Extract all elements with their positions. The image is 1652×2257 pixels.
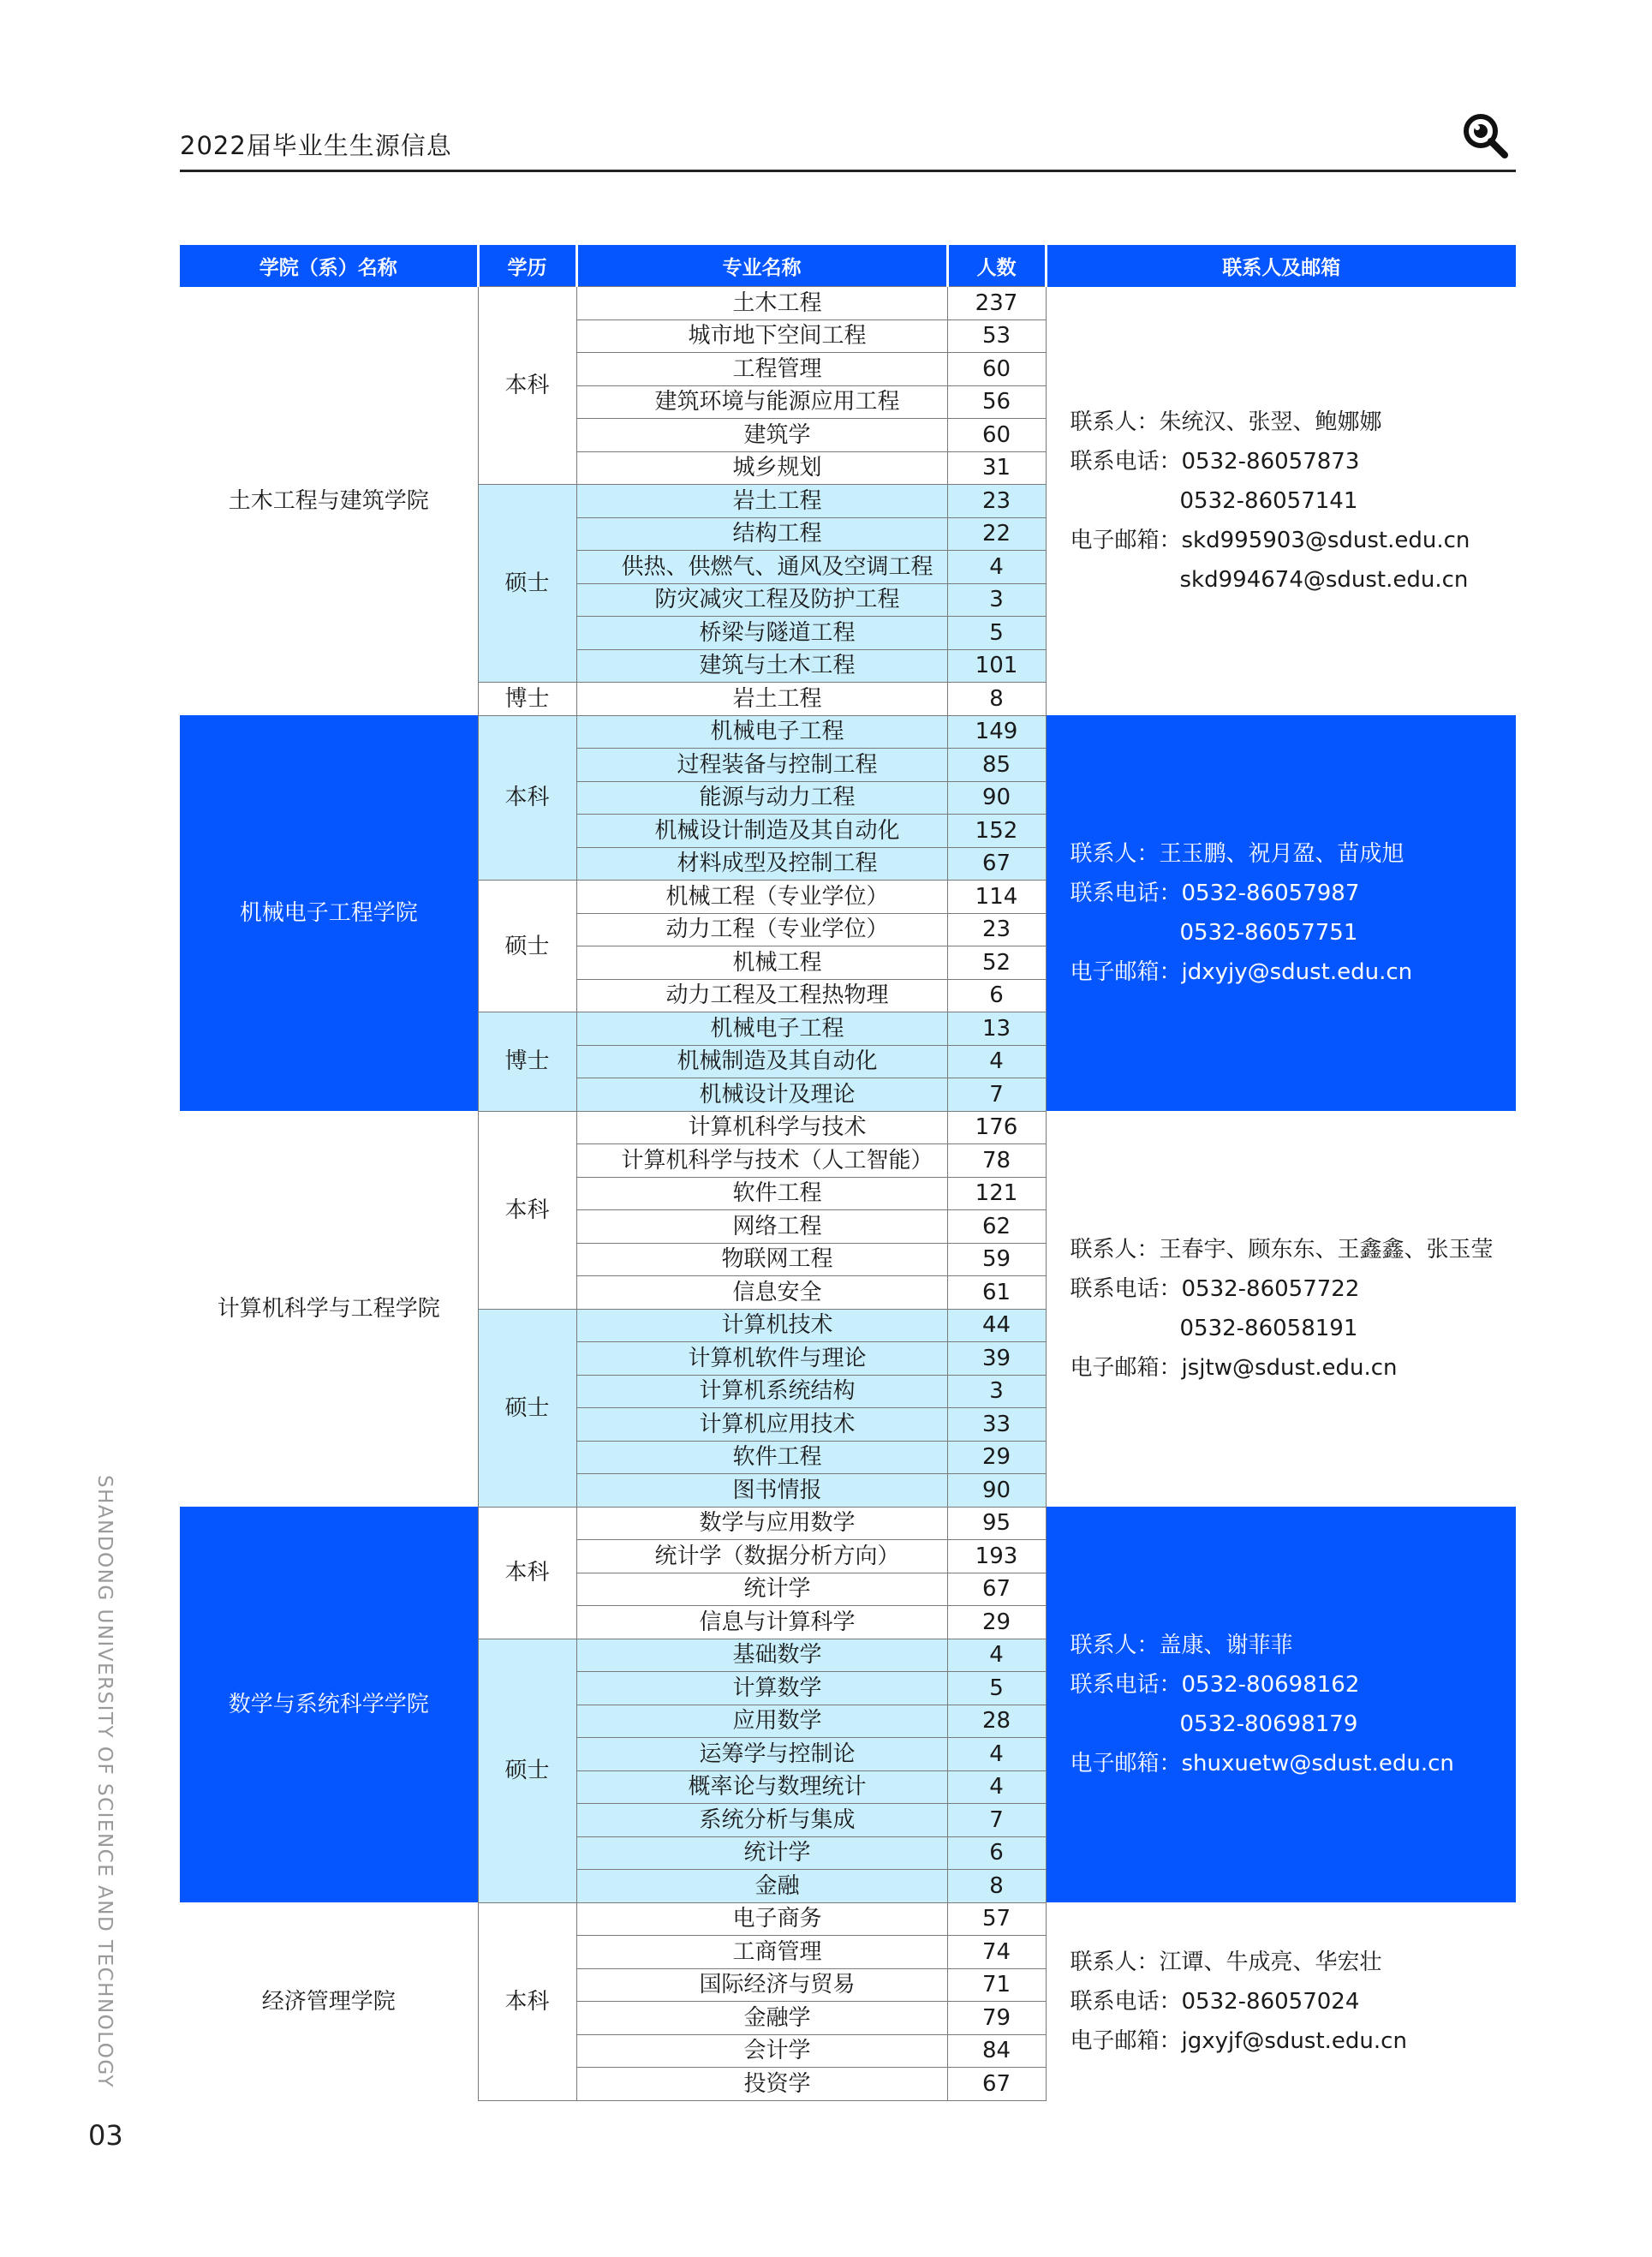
major-name: 统计学（数据分析方向）	[576, 1540, 947, 1573]
student-count: 4	[947, 1639, 1046, 1672]
student-count: 114	[947, 881, 1046, 914]
degree-level: 硕士	[478, 881, 576, 1012]
degree-level: 硕士	[478, 1639, 576, 1902]
major-name: 机械工程	[576, 946, 947, 980]
major-name: 机械制造及其自动化	[576, 1045, 947, 1078]
table-header-row	[180, 245, 1516, 287]
contact-line: 0532-80698179	[1179, 1711, 1358, 1737]
student-count: 3	[947, 583, 1046, 617]
student-count: 149	[947, 715, 1046, 749]
table-row	[180, 1111, 1516, 1144]
student-count: 4	[947, 551, 1046, 584]
student-count: 85	[947, 749, 1046, 782]
student-count: 53	[947, 319, 1046, 353]
contact-info	[1046, 1111, 1516, 1507]
contact-line: 电子邮箱：jdxyjy@sdust.edu.cn	[1070, 959, 1413, 985]
major-name: 概率论与数理统计	[576, 1770, 947, 1804]
header-divider	[180, 170, 1516, 172]
degree-level: 本科	[478, 715, 576, 881]
student-count: 60	[947, 353, 1046, 386]
student-count: 33	[947, 1408, 1046, 1442]
major-name: 网络工程	[576, 1210, 947, 1244]
major-name: 运筹学与控制论	[576, 1738, 947, 1771]
major-name: 软件工程	[576, 1441, 947, 1474]
student-count: 7	[947, 1804, 1046, 1837]
major-name: 计算机应用技术	[576, 1408, 947, 1442]
contact-line: 联系人：王玉鹏、祝月盈、苗成旭	[1070, 841, 1404, 867]
student-count: 22	[947, 517, 1046, 551]
contact-info	[1046, 1507, 1516, 1902]
degree-level: 本科	[478, 1507, 576, 1639]
major-name: 建筑与土木工程	[576, 649, 947, 683]
major-name: 金融学	[576, 2002, 947, 2035]
contact-info	[1046, 287, 1516, 716]
major-name: 图书情报	[576, 1474, 947, 1508]
student-count: 8	[947, 1870, 1046, 1903]
major-name: 计算数学	[576, 1672, 947, 1705]
student-count: 6	[947, 979, 1046, 1012]
major-name: 计算机系统结构	[576, 1375, 947, 1408]
degree-level: 博士	[478, 683, 576, 716]
page-title: 2022届毕业生生源信息	[180, 131, 452, 160]
major-name: 供热、供燃气、通风及空调工程	[576, 551, 947, 584]
major-name: 基础数学	[576, 1639, 947, 1672]
graduate-source-table	[180, 245, 1516, 2101]
major-name: 岩土工程	[576, 683, 947, 716]
major-name: 建筑环境与能源应用工程	[576, 385, 947, 419]
college-name: 计算机科学与工程学院	[217, 1296, 440, 1322]
student-count: 56	[947, 385, 1046, 419]
contact-line: 电子邮箱：jgxyjf@sdust.edu.cn	[1070, 2027, 1407, 2054]
contact-line: 联系人：朱统汉、张翌、鲍娜娜	[1070, 409, 1382, 435]
student-count: 90	[947, 1474, 1046, 1508]
major-name: 软件工程	[576, 1177, 947, 1210]
major-name: 统计学	[576, 1836, 947, 1870]
degree-level: 本科	[478, 287, 576, 485]
college-block	[180, 1111, 1516, 1507]
student-count: 29	[947, 1441, 1046, 1474]
student-count: 193	[947, 1540, 1046, 1573]
student-count: 57	[947, 1902, 1046, 1936]
student-count: 13	[947, 1012, 1046, 1046]
degree-level: 博士	[478, 1012, 576, 1112]
major-name: 桥梁与隧道工程	[576, 617, 947, 650]
student-count: 176	[947, 1111, 1046, 1144]
major-name: 机械电子工程	[576, 715, 947, 749]
contact-line: 电子邮箱：skd995903@sdust.edu.cn	[1070, 527, 1470, 553]
column-header-college: 学院（系）名称	[180, 245, 478, 287]
page-number: 03	[88, 2119, 123, 2152]
student-count: 121	[947, 1177, 1046, 1210]
contact-line: 联系人：江谭、牛成亮、华宏壮	[1070, 1949, 1382, 1975]
major-name: 动力工程及工程热物理	[576, 979, 947, 1012]
contact-line: 电子邮箱：shuxuetw@sdust.edu.cn	[1070, 1751, 1454, 1776]
column-header-degree: 学历	[478, 245, 576, 287]
major-name: 土木工程	[576, 287, 947, 320]
student-count: 8	[947, 683, 1046, 716]
student-count: 101	[947, 649, 1046, 683]
student-count: 23	[947, 485, 1046, 518]
major-name: 机械工程（专业学位）	[576, 881, 947, 914]
student-count: 23	[947, 913, 1046, 946]
column-header-major: 专业名称	[576, 245, 947, 287]
contact-line: 联系人：王春宇、顾东东、王鑫鑫、张玉莹	[1070, 1237, 1494, 1263]
contact-line: 0532-86057751	[1179, 920, 1358, 946]
contact-line: 联系电话：0532-86057024	[1070, 1988, 1360, 2015]
major-name: 能源与动力工程	[576, 781, 947, 815]
student-count: 5	[947, 617, 1046, 650]
major-name: 计算机软件与理论	[576, 1342, 947, 1376]
major-name: 金融	[576, 1870, 947, 1903]
contact-line: 联系电话：0532-86057873	[1070, 448, 1360, 475]
major-name: 国际经济与贸易	[576, 1968, 947, 2002]
major-name: 电子商务	[576, 1902, 947, 1936]
contact-line: 电子邮箱：jsjtw@sdust.edu.cn	[1070, 1355, 1398, 1381]
student-count: 62	[947, 1210, 1046, 1244]
college-name: 数学与系统科学学院	[180, 1507, 478, 1902]
major-name: 信息安全	[576, 1276, 947, 1310]
student-count: 39	[947, 1342, 1046, 1376]
contact-line: 联系电话：0532-86057722	[1070, 1276, 1360, 1302]
student-count: 6	[947, 1836, 1046, 1870]
table-row	[180, 715, 1516, 749]
student-count: 4	[947, 1045, 1046, 1078]
major-name: 结构工程	[576, 517, 947, 551]
major-name: 系统分析与集成	[576, 1804, 947, 1837]
college-block	[180, 715, 1516, 1111]
contact-line: 0532-86057141	[1179, 487, 1358, 514]
major-name: 数学与应用数学	[576, 1507, 947, 1540]
major-name: 城乡规划	[576, 451, 947, 485]
major-name: 机械设计制造及其自动化	[576, 815, 947, 848]
major-name: 统计学	[576, 1573, 947, 1606]
major-name: 工程管理	[576, 353, 947, 386]
student-count: 152	[947, 815, 1046, 848]
major-name: 城市地下空间工程	[576, 319, 947, 353]
student-count: 44	[947, 1309, 1046, 1342]
search-icon	[1461, 111, 1509, 159]
contact-line: 联系电话：0532-80698162	[1070, 1672, 1360, 1698]
student-count: 95	[947, 1507, 1046, 1540]
table-row	[180, 287, 1516, 320]
student-count: 3	[947, 1375, 1046, 1408]
college-name: 土木工程与建筑学院	[228, 487, 429, 514]
student-count: 78	[947, 1144, 1046, 1178]
contact-line: 联系电话：0532-86057987	[1070, 881, 1360, 906]
student-count: 84	[947, 2034, 1046, 2068]
column-header-contact: 联系人及邮箱	[1046, 245, 1516, 287]
table-row	[180, 1507, 1516, 1540]
student-count: 79	[947, 2002, 1046, 2035]
student-count: 90	[947, 781, 1046, 815]
major-name: 信息与计算科学	[576, 1606, 947, 1639]
major-name: 工商管理	[576, 1936, 947, 1969]
student-count: 29	[947, 1606, 1046, 1639]
major-name: 计算机科学与技术（人工智能）	[576, 1144, 947, 1178]
major-name: 应用数学	[576, 1705, 947, 1738]
major-name: 防灾减灾工程及防护工程	[576, 583, 947, 617]
student-count: 61	[947, 1276, 1046, 1310]
student-count: 52	[947, 946, 1046, 980]
major-name: 岩土工程	[576, 485, 947, 518]
degree-level: 硕士	[478, 1309, 576, 1507]
major-name: 物联网工程	[576, 1243, 947, 1276]
major-name: 计算机科学与技术	[576, 1111, 947, 1144]
major-name: 过程装备与控制工程	[576, 749, 947, 782]
degree-level: 硕士	[478, 485, 576, 683]
contact-line: 联系人：盖康、谢菲菲	[1070, 1633, 1293, 1658]
student-count: 7	[947, 1078, 1046, 1112]
student-count: 4	[947, 1770, 1046, 1804]
student-count: 5	[947, 1672, 1046, 1705]
degree-level: 本科	[478, 1902, 576, 2100]
student-count: 74	[947, 1936, 1046, 1969]
student-count: 31	[947, 451, 1046, 485]
student-count: 67	[947, 2068, 1046, 2101]
college-block	[180, 1507, 1516, 1902]
university-vertical-text: SHANDONG UNIVERSITY OF SCIENCE AND TECHNOLOGY	[93, 1475, 116, 2089]
student-count: 28	[947, 1705, 1046, 1738]
major-name: 投资学	[576, 2068, 947, 2101]
student-count: 67	[947, 1573, 1046, 1606]
major-name: 动力工程（专业学位）	[576, 913, 947, 946]
college-name: 机械电子工程学院	[180, 715, 478, 1111]
contact-line: skd994674@sdust.edu.cn	[1179, 566, 1469, 593]
major-name: 机械电子工程	[576, 1012, 947, 1046]
college-name: 经济管理学院	[261, 1988, 396, 2015]
student-count: 4	[947, 1738, 1046, 1771]
student-count: 237	[947, 287, 1046, 320]
contact-info	[1046, 1902, 1516, 2100]
degree-level: 本科	[478, 1111, 576, 1309]
student-count: 59	[947, 1243, 1046, 1276]
major-name: 机械设计及理论	[576, 1078, 947, 1112]
table-row	[180, 1902, 1516, 1936]
major-name: 材料成型及控制工程	[576, 847, 947, 881]
student-count: 67	[947, 847, 1046, 881]
college-block	[180, 1902, 1516, 2100]
contact-line: 0532-86058191	[1179, 1316, 1358, 1341]
college-block	[180, 287, 1516, 716]
student-count: 71	[947, 1968, 1046, 2002]
major-name: 计算机技术	[576, 1309, 947, 1342]
student-count: 60	[947, 419, 1046, 452]
major-name: 会计学	[576, 2034, 947, 2068]
contact-info	[1046, 715, 1516, 1111]
major-name: 建筑学	[576, 419, 947, 452]
column-header-count: 人数	[947, 245, 1046, 287]
